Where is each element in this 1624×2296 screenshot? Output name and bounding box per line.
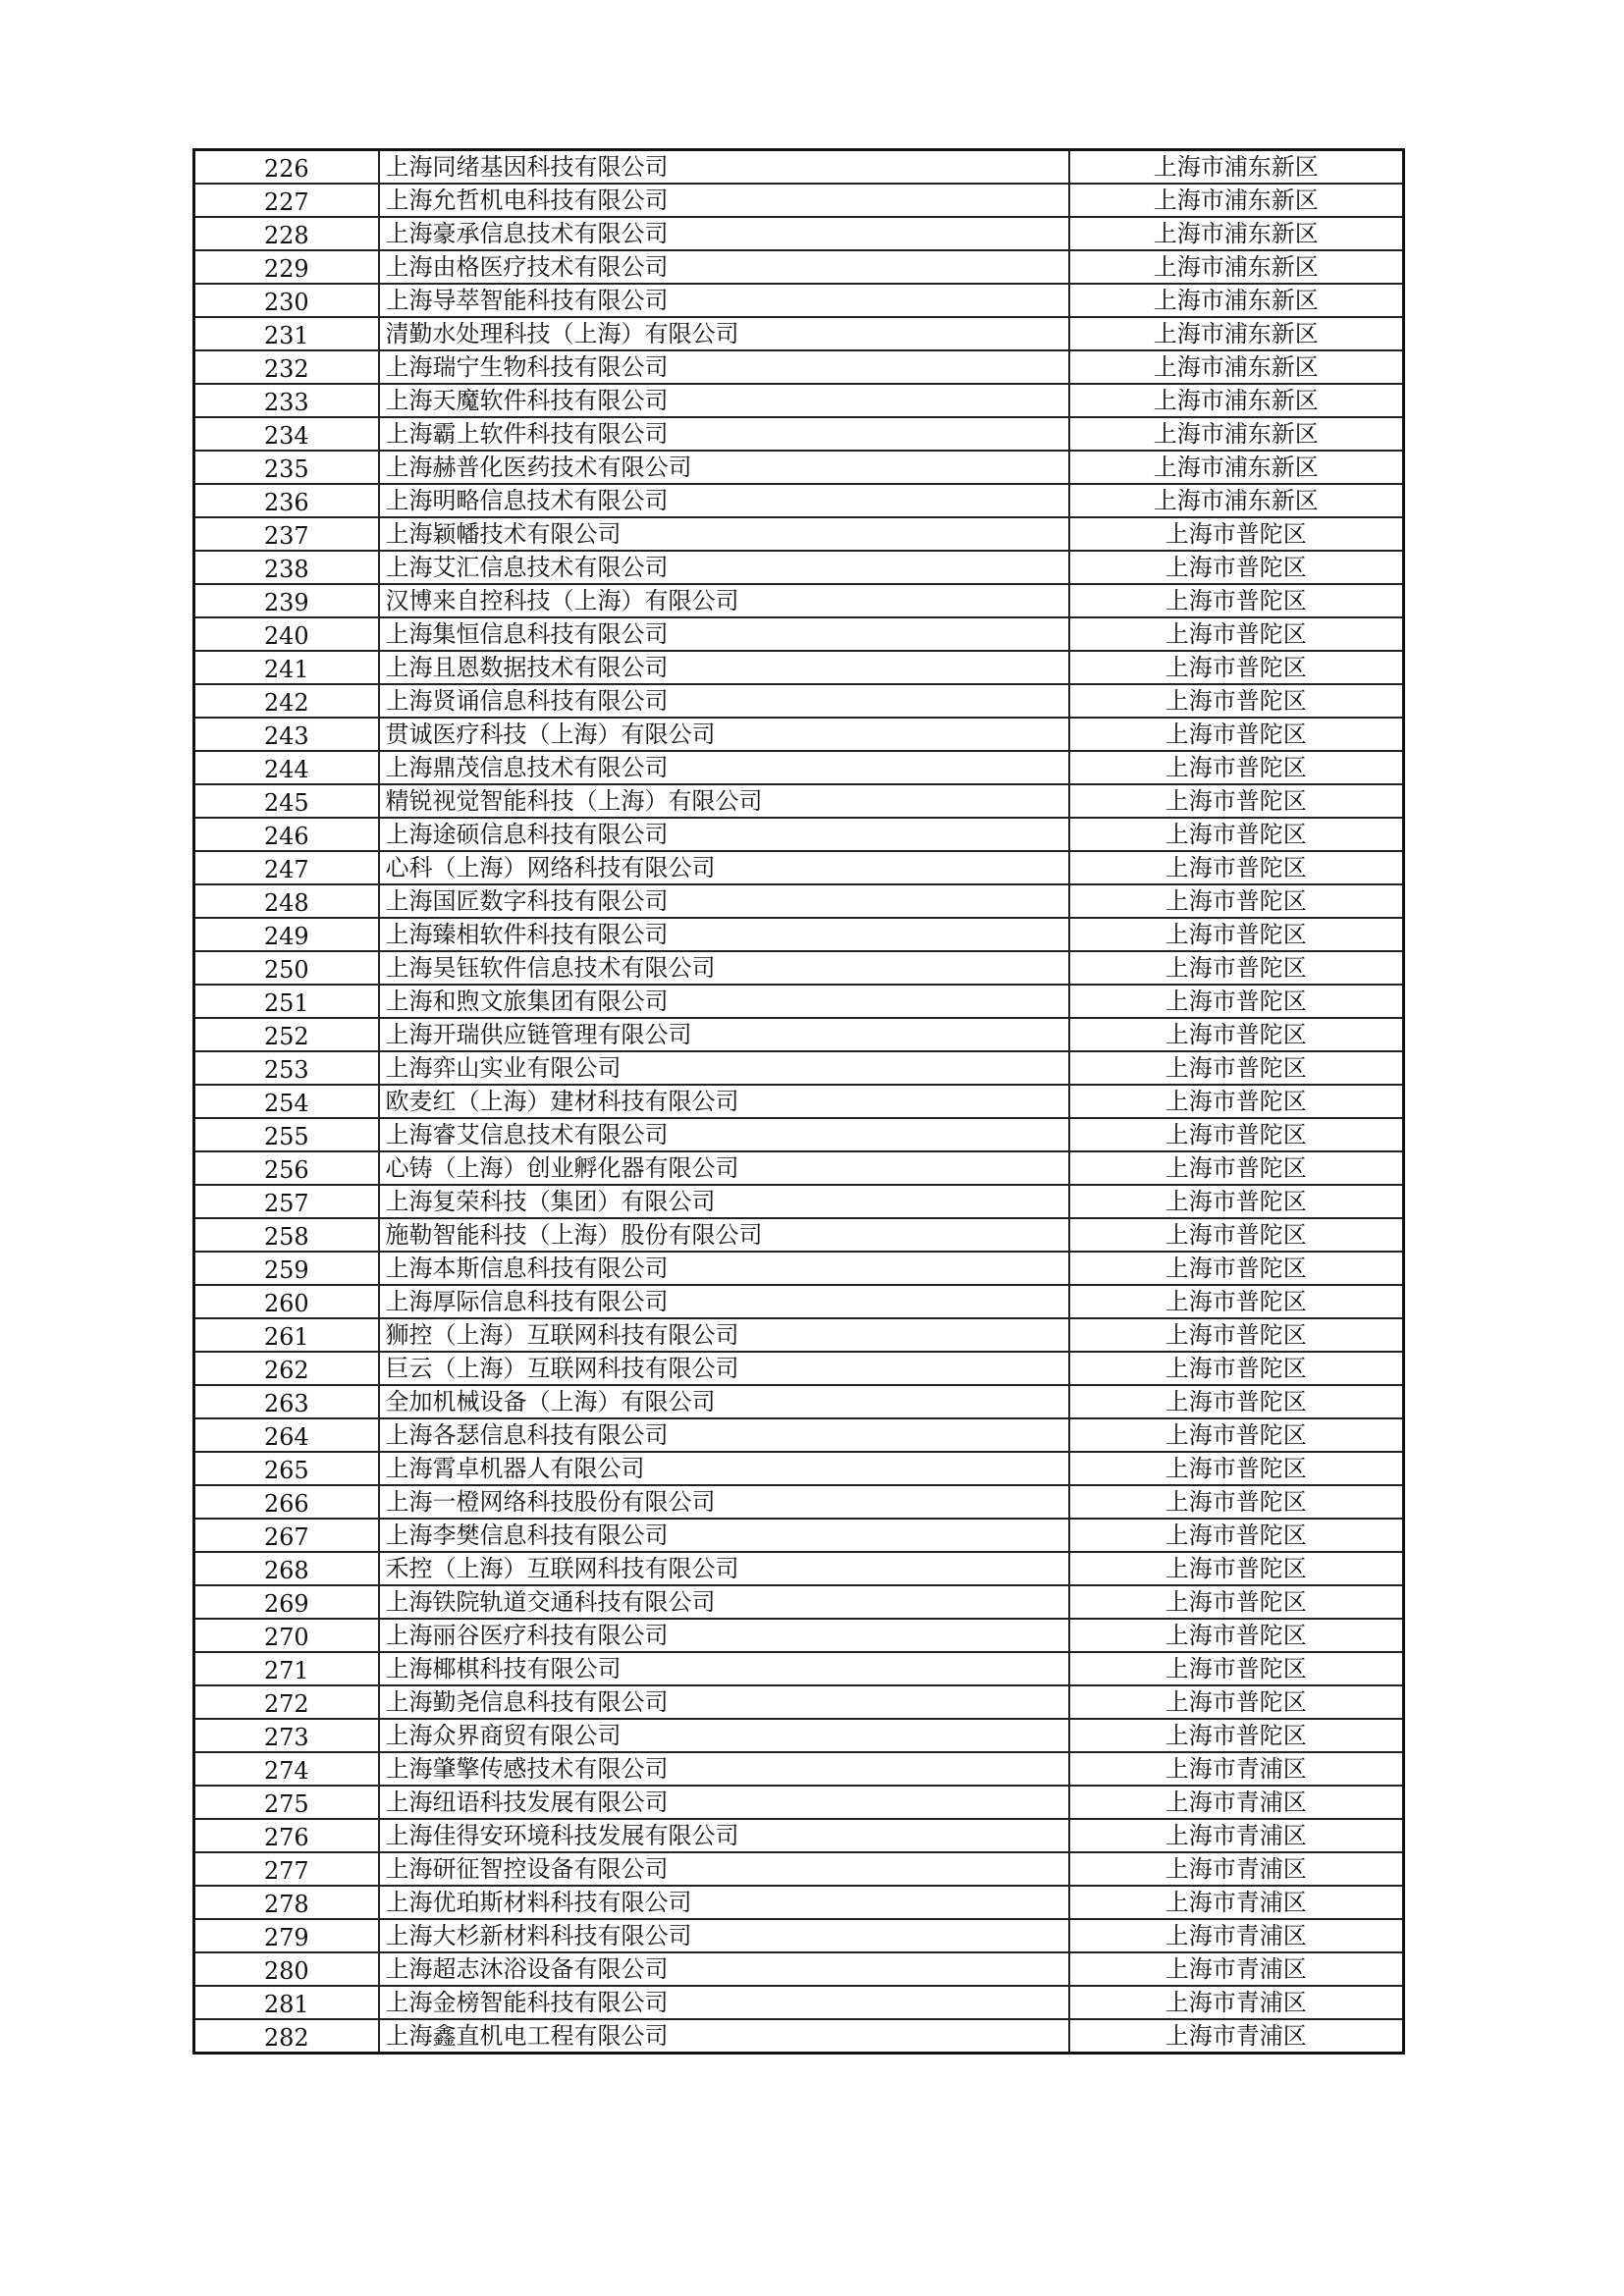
row-number: 266	[194, 1485, 379, 1519]
company-name: 上海本斯信息科技有限公司	[379, 1252, 1069, 1285]
company-name: 上海勤尧信息科技有限公司	[379, 1685, 1069, 1719]
district: 上海市浦东新区	[1069, 484, 1404, 517]
company-name: 上海明略信息技术有限公司	[379, 484, 1069, 517]
table-row	[194, 1352, 1404, 1385]
row-number: 227	[194, 184, 379, 217]
row-number: 238	[194, 551, 379, 584]
table-row	[194, 1418, 1404, 1452]
table-row	[194, 1118, 1404, 1151]
row-number: 272	[194, 1685, 379, 1719]
table-row	[194, 1185, 1404, 1218]
company-name: 上海各瑟信息科技有限公司	[379, 1418, 1069, 1452]
row-number: 252	[194, 1018, 379, 1051]
row-number: 274	[194, 1752, 379, 1786]
row-number: 268	[194, 1552, 379, 1585]
table-row	[194, 1018, 1404, 1051]
district: 上海市普陀区	[1069, 1685, 1404, 1719]
table-row	[194, 818, 1404, 851]
row-number: 232	[194, 350, 379, 384]
row-number: 228	[194, 217, 379, 250]
row-number: 249	[194, 918, 379, 951]
row-number: 261	[194, 1318, 379, 1352]
table-row	[194, 1719, 1404, 1752]
table-row	[194, 1385, 1404, 1418]
row-number: 280	[194, 1952, 379, 1986]
table-row	[194, 1852, 1404, 1886]
table-row	[194, 1886, 1404, 1919]
table-row	[194, 684, 1404, 718]
company-name: 上海优珀斯材料科技有限公司	[379, 1886, 1069, 1919]
row-number: 240	[194, 617, 379, 651]
district: 上海市普陀区	[1069, 1051, 1404, 1085]
company-name: 上海肇擎传感技术有限公司	[379, 1752, 1069, 1786]
district: 上海市浦东新区	[1069, 384, 1404, 417]
table-row	[194, 384, 1404, 417]
company-name: 上海超志沐浴设备有限公司	[379, 1952, 1069, 1986]
district: 上海市普陀区	[1069, 1118, 1404, 1151]
district: 上海市浦东新区	[1069, 284, 1404, 317]
company-name: 上海金榜智能科技有限公司	[379, 1986, 1069, 2019]
district: 上海市普陀区	[1069, 1085, 1404, 1118]
row-number: 246	[194, 818, 379, 851]
district: 上海市浦东新区	[1069, 184, 1404, 217]
table-row	[194, 718, 1404, 751]
district: 上海市普陀区	[1069, 684, 1404, 718]
table-row	[194, 517, 1404, 551]
row-number: 275	[194, 1786, 379, 1819]
enterprise-list-table	[192, 148, 1405, 2055]
company-name: 上海且恩数据技术有限公司	[379, 651, 1069, 684]
company-name: 上海椰棋科技有限公司	[379, 1652, 1069, 1685]
row-number: 250	[194, 951, 379, 985]
company-name: 上海赫普化医药技术有限公司	[379, 451, 1069, 484]
row-number: 277	[194, 1852, 379, 1886]
row-number: 254	[194, 1085, 379, 1118]
table-row	[194, 551, 1404, 584]
table-row	[194, 1585, 1404, 1619]
company-name: 禾控（上海）互联网科技有限公司	[379, 1552, 1069, 1585]
table-row	[194, 651, 1404, 684]
row-number: 239	[194, 584, 379, 617]
row-number: 269	[194, 1585, 379, 1619]
district: 上海市普陀区	[1069, 651, 1404, 684]
district: 上海市普陀区	[1069, 584, 1404, 617]
district: 上海市普陀区	[1069, 1585, 1404, 1619]
district: 上海市普陀区	[1069, 784, 1404, 818]
row-number: 229	[194, 250, 379, 284]
district: 上海市普陀区	[1069, 751, 1404, 784]
company-name: 上海豪承信息技术有限公司	[379, 217, 1069, 250]
district: 上海市普陀区	[1069, 1185, 1404, 1218]
table-row	[194, 1986, 1404, 2019]
company-name: 上海开瑞供应链管理有限公司	[379, 1018, 1069, 1051]
table-row	[194, 985, 1404, 1018]
district: 上海市普陀区	[1069, 818, 1404, 851]
district: 上海市浦东新区	[1069, 350, 1404, 384]
company-name: 施勒智能科技（上海）股份有限公司	[379, 1218, 1069, 1252]
company-name: 上海途硕信息科技有限公司	[379, 818, 1069, 851]
company-name: 上海昊钰软件信息技术有限公司	[379, 951, 1069, 985]
company-name: 上海贤诵信息科技有限公司	[379, 684, 1069, 718]
row-number: 248	[194, 884, 379, 918]
table-row	[194, 884, 1404, 918]
district: 上海市普陀区	[1069, 1652, 1404, 1685]
row-number: 279	[194, 1919, 379, 1952]
company-name: 上海睿艾信息技术有限公司	[379, 1118, 1069, 1151]
district: 上海市普陀区	[1069, 985, 1404, 1018]
table-row	[194, 1786, 1404, 1819]
company-name: 欧麦红（上海）建材科技有限公司	[379, 1085, 1069, 1118]
company-name: 上海纽语科技发展有限公司	[379, 1786, 1069, 1819]
row-number: 258	[194, 1218, 379, 1252]
row-number: 235	[194, 451, 379, 484]
company-name: 上海大杉新材料科技有限公司	[379, 1919, 1069, 1952]
table-row	[194, 484, 1404, 517]
table-row	[194, 784, 1404, 818]
district: 上海市浦东新区	[1069, 417, 1404, 451]
table-row	[194, 851, 1404, 884]
company-name: 上海复荣科技（集团）有限公司	[379, 1185, 1069, 1218]
row-number: 264	[194, 1418, 379, 1452]
table-row	[194, 1485, 1404, 1519]
table-row	[194, 951, 1404, 985]
company-name: 上海由格医疗技术有限公司	[379, 250, 1069, 284]
row-number: 273	[194, 1719, 379, 1752]
district: 上海市普陀区	[1069, 617, 1404, 651]
company-name: 上海霸上软件科技有限公司	[379, 417, 1069, 451]
district: 上海市浦东新区	[1069, 317, 1404, 350]
table-row	[194, 1285, 1404, 1318]
table-row	[194, 217, 1404, 250]
district: 上海市普陀区	[1069, 1352, 1404, 1385]
table-row	[194, 1952, 1404, 1986]
district: 上海市普陀区	[1069, 1018, 1404, 1051]
company-name: 上海颖幡技术有限公司	[379, 517, 1069, 551]
table-row	[194, 1085, 1404, 1118]
district: 上海市浦东新区	[1069, 250, 1404, 284]
company-name: 上海厚际信息科技有限公司	[379, 1285, 1069, 1318]
district: 上海市浦东新区	[1069, 451, 1404, 484]
company-name: 上海李樊信息科技有限公司	[379, 1519, 1069, 1552]
table-row	[194, 1619, 1404, 1652]
company-name: 精锐视觉智能科技（上海）有限公司	[379, 784, 1069, 818]
table-row	[194, 350, 1404, 384]
district: 上海市普陀区	[1069, 517, 1404, 551]
table-row	[194, 918, 1404, 951]
district: 上海市普陀区	[1069, 918, 1404, 951]
company-name: 上海集恒信息科技有限公司	[379, 617, 1069, 651]
row-number: 253	[194, 1051, 379, 1085]
table-row	[194, 1919, 1404, 1952]
company-name: 上海导萃智能科技有限公司	[379, 284, 1069, 317]
table-row	[194, 1819, 1404, 1852]
row-number: 241	[194, 651, 379, 684]
row-number: 255	[194, 1118, 379, 1151]
district: 上海市普陀区	[1069, 718, 1404, 751]
table-row	[194, 584, 1404, 617]
company-name: 清勤水处理科技（上海）有限公司	[379, 317, 1069, 350]
row-number: 282	[194, 2019, 379, 2054]
row-number: 226	[194, 150, 379, 185]
table-row	[194, 617, 1404, 651]
district: 上海市青浦区	[1069, 1986, 1404, 2019]
district: 上海市青浦区	[1069, 1852, 1404, 1886]
table-row	[194, 1685, 1404, 1719]
row-number: 237	[194, 517, 379, 551]
row-number: 278	[194, 1886, 379, 1919]
row-number: 245	[194, 784, 379, 818]
table-row	[194, 150, 1404, 185]
company-name: 上海瑞宁生物科技有限公司	[379, 350, 1069, 384]
district: 上海市青浦区	[1069, 1952, 1404, 1986]
district: 上海市普陀区	[1069, 1519, 1404, 1552]
row-number: 242	[194, 684, 379, 718]
row-number: 276	[194, 1819, 379, 1852]
row-number: 260	[194, 1285, 379, 1318]
district: 上海市青浦区	[1069, 1919, 1404, 1952]
company-name: 上海艾汇信息技术有限公司	[379, 551, 1069, 584]
row-number: 233	[194, 384, 379, 417]
row-number: 281	[194, 1986, 379, 2019]
table-row	[194, 1652, 1404, 1685]
table-row	[194, 250, 1404, 284]
table-body	[194, 150, 1404, 2054]
company-name: 上海国匠数字科技有限公司	[379, 884, 1069, 918]
company-name: 上海鼎茂信息技术有限公司	[379, 751, 1069, 784]
row-number: 251	[194, 985, 379, 1018]
row-number: 247	[194, 851, 379, 884]
table-row	[194, 1519, 1404, 1552]
district: 上海市普陀区	[1069, 1552, 1404, 1585]
district: 上海市普陀区	[1069, 1285, 1404, 1318]
company-name: 上海众界商贸有限公司	[379, 1719, 1069, 1752]
company-name: 上海佳得安环境科技发展有限公司	[379, 1819, 1069, 1852]
district: 上海市普陀区	[1069, 1418, 1404, 1452]
company-name: 狮控（上海）互联网科技有限公司	[379, 1318, 1069, 1352]
company-name: 上海研征智控设备有限公司	[379, 1852, 1069, 1886]
table-row	[194, 184, 1404, 217]
row-number: 259	[194, 1252, 379, 1285]
company-name: 巨云（上海）互联网科技有限公司	[379, 1352, 1069, 1385]
row-number: 267	[194, 1519, 379, 1552]
district: 上海市普陀区	[1069, 1619, 1404, 1652]
row-number: 243	[194, 718, 379, 751]
row-number: 257	[194, 1185, 379, 1218]
table-row	[194, 284, 1404, 317]
row-number: 230	[194, 284, 379, 317]
company-name: 上海丽谷医疗科技有限公司	[379, 1619, 1069, 1652]
row-number: 263	[194, 1385, 379, 1418]
table-row	[194, 1218, 1404, 1252]
district: 上海市青浦区	[1069, 1786, 1404, 1819]
company-name: 上海臻相软件科技有限公司	[379, 918, 1069, 951]
table-row	[194, 1051, 1404, 1085]
table-row	[194, 1552, 1404, 1585]
table-row	[194, 1452, 1404, 1485]
table-row	[194, 451, 1404, 484]
table-row	[194, 417, 1404, 451]
district: 上海市普陀区	[1069, 1485, 1404, 1519]
company-name: 上海允哲机电科技有限公司	[379, 184, 1069, 217]
company-name: 全加机械设备（上海）有限公司	[379, 1385, 1069, 1418]
table-row	[194, 1752, 1404, 1786]
district: 上海市普陀区	[1069, 951, 1404, 985]
company-name: 上海天魔软件科技有限公司	[379, 384, 1069, 417]
district: 上海市普陀区	[1069, 884, 1404, 918]
district: 上海市青浦区	[1069, 1752, 1404, 1786]
company-name: 上海和煦文旅集团有限公司	[379, 985, 1069, 1018]
row-number: 234	[194, 417, 379, 451]
district: 上海市普陀区	[1069, 1452, 1404, 1485]
district: 上海市青浦区	[1069, 1819, 1404, 1852]
table-row	[194, 2019, 1404, 2054]
company-name: 汉博来自控科技（上海）有限公司	[379, 584, 1069, 617]
row-number: 271	[194, 1652, 379, 1685]
row-number: 256	[194, 1151, 379, 1185]
table-row	[194, 1318, 1404, 1352]
row-number: 270	[194, 1619, 379, 1652]
district: 上海市普陀区	[1069, 551, 1404, 584]
company-name: 上海同绪基因科技有限公司	[379, 150, 1069, 185]
row-number: 236	[194, 484, 379, 517]
company-name: 贯诚医疗科技（上海）有限公司	[379, 718, 1069, 751]
district: 上海市普陀区	[1069, 1151, 1404, 1185]
company-name: 上海铁院轨道交通科技有限公司	[379, 1585, 1069, 1619]
row-number: 231	[194, 317, 379, 350]
district: 上海市浦东新区	[1069, 217, 1404, 250]
district: 上海市普陀区	[1069, 851, 1404, 884]
company-name: 上海弈山实业有限公司	[379, 1051, 1069, 1085]
company-name: 上海一橙网络科技股份有限公司	[379, 1485, 1069, 1519]
district: 上海市普陀区	[1069, 1719, 1404, 1752]
table-row	[194, 317, 1404, 350]
company-name: 心铸（上海）创业孵化器有限公司	[379, 1151, 1069, 1185]
company-name: 上海霄卓机器人有限公司	[379, 1452, 1069, 1485]
district: 上海市普陀区	[1069, 1385, 1404, 1418]
district: 上海市浦东新区	[1069, 150, 1404, 185]
district: 上海市青浦区	[1069, 1886, 1404, 1919]
table-row	[194, 1252, 1404, 1285]
row-number: 262	[194, 1352, 379, 1385]
table-row	[194, 751, 1404, 784]
district: 上海市普陀区	[1069, 1318, 1404, 1352]
district: 上海市普陀区	[1069, 1218, 1404, 1252]
district: 上海市普陀区	[1069, 1252, 1404, 1285]
table-row	[194, 1151, 1404, 1185]
row-number: 244	[194, 751, 379, 784]
row-number: 265	[194, 1452, 379, 1485]
company-name: 心科（上海）网络科技有限公司	[379, 851, 1069, 884]
district: 上海市青浦区	[1069, 2019, 1404, 2054]
company-name: 上海鑫直机电工程有限公司	[379, 2019, 1069, 2054]
